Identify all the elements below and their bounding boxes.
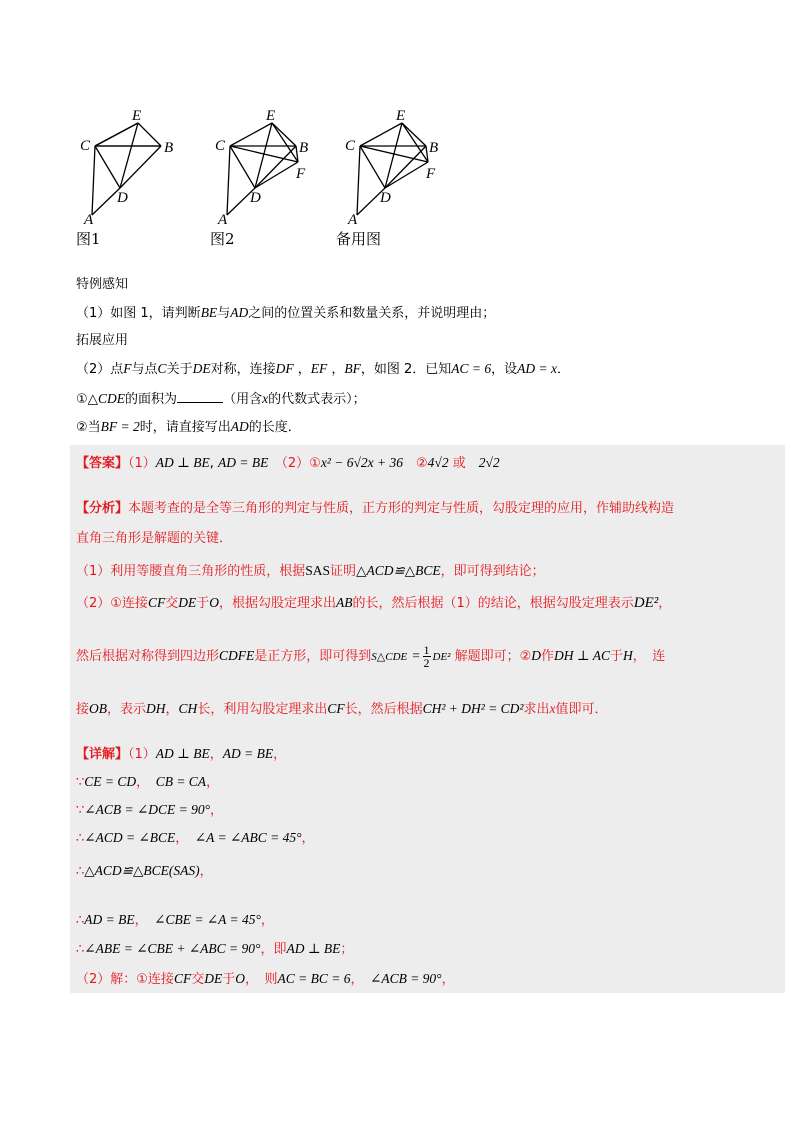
answer-line: 【答案】（1）AD ⊥ BE, AD = BE （2）①x² − 6√2x + 36 ②4√2 或 2√2 (76, 455, 500, 471)
label-C: C (80, 138, 91, 154)
question-part-2: （2）点F与点C关于DE对称，连接DF ，EF ，BF，如图 2．已知AC = 6，设AD = x． (76, 361, 571, 377)
label-D: D (380, 190, 391, 206)
detail-line-6: ∴AD = BE， ∠CBE = ∠A = 45°， (76, 912, 274, 928)
label-E: E (396, 108, 406, 124)
label-E: E (132, 108, 142, 124)
fraction-one-half: $\frac{1}{2}$ (423, 643, 430, 670)
label-B: B (429, 140, 439, 156)
detail-line-3: ∵∠ACB = ∠DCE = 90°， (76, 802, 224, 818)
label-D: D (250, 190, 261, 206)
detail-line-8: （2）解：①连接CF交DE于O， 则AC = BC = 6， ∠ACB = 90°， (76, 971, 455, 987)
figures-area (70, 100, 490, 255)
question-part-2-2: ②当BF = 2时，请直接写出AD的长度． (76, 419, 301, 435)
label-B: B (164, 140, 174, 156)
label-B: B (299, 140, 309, 156)
figure-1-caption: 图1 (76, 230, 101, 248)
figure-3-lines (357, 123, 428, 215)
answer-blank (177, 390, 223, 403)
answer-tag: 【答案】 (76, 456, 129, 471)
analysis-line-5: 然后根据对称得到四边形CDFE是正方形，即可得到S△CDE = $\frac{1}{2}$ DE² 解题即可；②D作DH ⊥ AC于H， 连 (76, 643, 666, 670)
detail-line-7: ∴∠ABE = ∠CBE + ∠ABC = 90°，即AD ⊥ BE； (76, 941, 354, 957)
label-A: A (84, 212, 94, 228)
figure-2-caption: 图2 (210, 230, 235, 248)
detail-line-1: 【详解】（1）AD ⊥ BE，AD = BE， (76, 746, 287, 762)
analysis-tag: 【分析】 (76, 501, 129, 516)
label-A: A (348, 212, 358, 228)
question-part-1: （1）如图 1，请判断BE与AD之间的位置关系和数量关系，并说明理由； (76, 305, 496, 321)
label-F: F (426, 166, 436, 182)
intro-heading: 特例感知 (76, 277, 129, 292)
extension-heading: 拓展应用 (76, 333, 129, 348)
analysis-line-6: 接OB，表示DH，CH长，利用勾股定理求出CF长，然后根据CH² + DH² = CD²求出x值即可． (76, 701, 608, 717)
detail-line-5: ∴△ACD≌△BCE(SAS)， (76, 863, 213, 879)
label-C: C (345, 138, 356, 154)
label-A: A (218, 212, 228, 228)
label-C: C (215, 138, 226, 154)
figure-2-lines (227, 123, 298, 215)
label-E: E (266, 108, 276, 124)
analysis-line-2: 直角三角形是解题的关键． (76, 531, 233, 546)
analysis-line-4: （2）①连接CF交DE于O，根据勾股定理求出AB的长，然后根据（1）的结论，根据勾股定理表示DE²， (76, 595, 672, 611)
analysis-line-3: （1）利用等腰直角三角形的性质，根据SAS证明△ACD≌△BCE，即可得到结论； (76, 563, 545, 579)
detail-line-2: ∵CE = CD， CB = CA， (76, 774, 220, 790)
detail-line-4: ∴∠ACD = ∠BCE， ∠A = ∠ABC = 45°， (76, 830, 315, 846)
geometry-figures (70, 100, 490, 230)
label-D: D (117, 190, 128, 206)
analysis-line-1: 【分析】本题考查的是全等三角形的判定与性质，正方形的判定与性质，勾股定理的应用，作辅助线构造 (76, 501, 675, 516)
detail-tag: 【详解】 (76, 747, 129, 762)
question-part-2-1: ①△CDE的面积为 （用含x的代数式表示）； (76, 391, 366, 407)
figure-3-caption: 备用图 (336, 230, 382, 248)
label-F: F (296, 166, 306, 182)
